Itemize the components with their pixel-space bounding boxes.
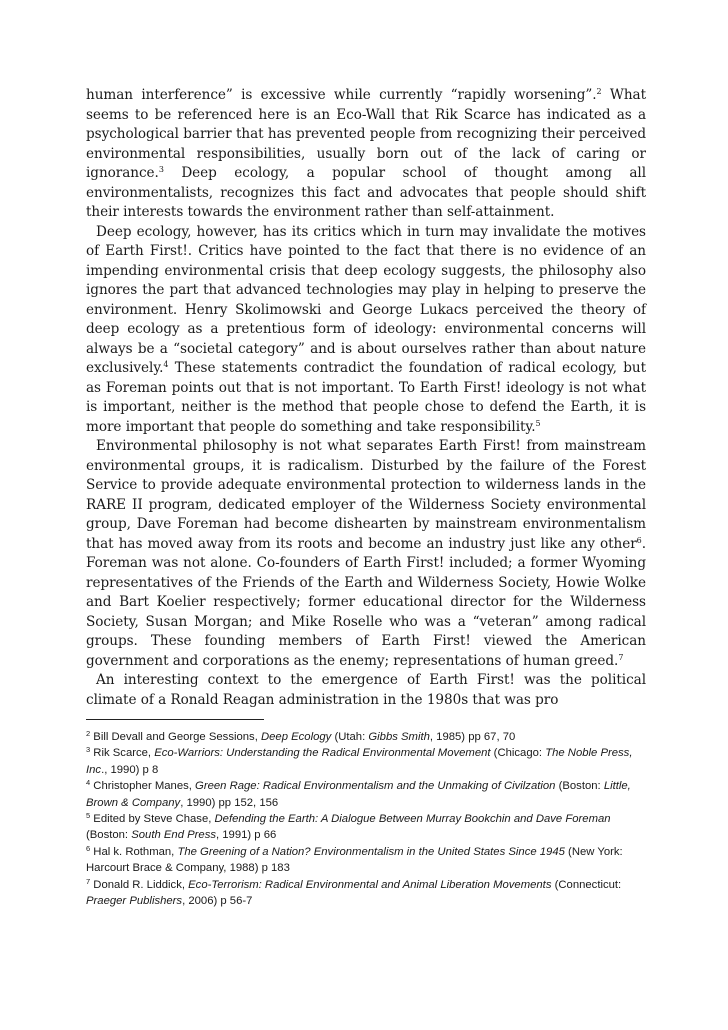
footnote [86,877,646,910]
footnote-reference: 4 [163,360,169,369]
text-run: An interesting context to the emergence of Earth First! was the political climate of a Ronald Reagan administration in the 1980s that was pro [86,672,646,708]
italic-title: The Noble Press, Inc [86,747,633,776]
italic-title: Eco-Terrorism: Radical Environmental and Animal Liberation Movements [188,878,552,891]
italic-title: South End Press [131,829,216,842]
footnote-reference: 5 [535,418,541,428]
text-run: (Chicago: [490,747,546,760]
footnotes [86,729,646,909]
footnote [86,745,646,778]
footnote-number: 4 [86,778,91,788]
italic-title: Deep Ecology [260,731,332,743]
text-run: Rik Scarce, [90,747,155,760]
text-run: (New York: Harcourt Brace & Company, 1988) p 183 [86,845,623,875]
paragraph [86,671,646,710]
text-run: Environmental philosophy is not what separates Earth First! from mainstream environmental groups, it is radicalism. Disturbed by the failure of the Forest Service to provide adequate environmental protection to wilderness lands in the RARE II program, dedicated employer of the Wilderness Society environmental group, Dave Foreman had become dishearten by mainstream environmentalism that has moved away from its roots and become an industry just like any other [86,438,646,552]
footnote-reference: 2 [596,87,602,96]
italic-title: Green Rage: Radical Environmentalism and the Unmaking of Civilzation [195,780,556,793]
text-run: Deep ecology, however, has its critics which in turn may invalidate the motives of Earth First!. Critics have pointed to the fact that there is no evidence of an impending environmental crisis that deep ecology suggests, the philosophy also ignores the part that advanced technologies may play in helping to preserve the environment. Henry Skolimowski and George Lukacs perceived the theory of deep ecology as a pretentious form of ideology: environmental concerns will always be a “societal category” and is about ourselves rather than about nature exclusively. [86,223,646,376]
text-run: Deep ecology, a popular school of thought among all environmentalists, recognizes this fact and advocates that people should shift their interests towards the environment rather than self-attainment. [86,165,646,220]
footnote-number: 6 [86,843,91,853]
footnote [86,729,646,745]
footnote-reference: 6 [636,535,642,545]
document-page [86,86,646,909]
footnote [86,778,646,811]
paragraph [86,86,646,223]
text-run: These statements contradict the foundation of radical ecology, but as Foreman points out that is not important. To Earth First! ideology is not what is important, neither is the method that people chose to defend the Earth, it is more important that people do something and take responsibility. [86,360,646,435]
text-run: . Foreman was not alone. Co-founders of Earth First! included; a former Wyoming representatives of the Friends of the Earth and Wilderness Society, Howie Wolke and Bart Koelier respectively; former educational director for the Wilderness Society, Susan Morgan; and Mike Roselle who was a “veteran” among radical groups. These founding members of Earth First! viewed the American government and corporations as the enemy; representations of human greed. [86,535,646,669]
text-run: ., 1990) p 8 [101,763,159,776]
footnote-reference: 7 [618,652,624,662]
text-run: , 1990) pp 152, 156 [180,796,279,809]
text-run: Hal k. Rothman, [90,845,178,858]
text-run: human interference” is excessive while currently “rapidly worsening”. [86,87,597,103]
body-text [86,86,646,710]
footnote-reference: 3 [158,165,164,174]
text-run: , 1991) p 66 [216,829,277,842]
italic-title: Praeger Publishers [86,895,183,908]
italic-title: Gibbs Smith [368,731,430,743]
footnote-separator [86,719,264,720]
footnote [86,811,646,844]
paragraph [86,223,646,438]
text-run: (Connecticut: [551,878,622,891]
paragraph [86,437,646,671]
footnote [86,844,646,877]
text-run: Edited by Steve Chase, [90,813,215,826]
text-run: (Utah: [331,731,369,743]
text-run: What seems to be referenced here is an Eco-Wall that Rik Scarce has indicated as a psychological barrier that has prevented people from recognizing their perceived environmental responsibilities, usually born out of the lack of caring or ignorance. [86,87,646,181]
text-run: (Boston: [86,829,132,842]
text-run: , 2006) p 56-7 [182,895,253,908]
italic-title: Little, Brown & Company [86,780,631,809]
footnote-number: 2 [86,729,91,738]
footnote-number: 3 [86,745,91,755]
italic-title: Eco-Warriors: Understanding the Radical Environmental Movement [154,747,491,760]
footnote-number: 7 [86,876,91,886]
text-run: Bill Devall and George Sessions, [90,731,261,743]
text-run: Donald R. Liddick, [90,878,189,891]
italic-title: Defending the Earth: A Dialogue Between Murray Bookchin and Dave Foreman [214,813,611,826]
footnote-number: 5 [86,811,91,821]
italic-title: The Greening of a Nation? Environmentalism in the United States Since 1945 [177,845,565,858]
text-run: , 1985) pp 67, 70 [429,731,516,743]
text-run: (Boston: [555,780,604,793]
text-run: Christopher Manes, [90,780,196,793]
